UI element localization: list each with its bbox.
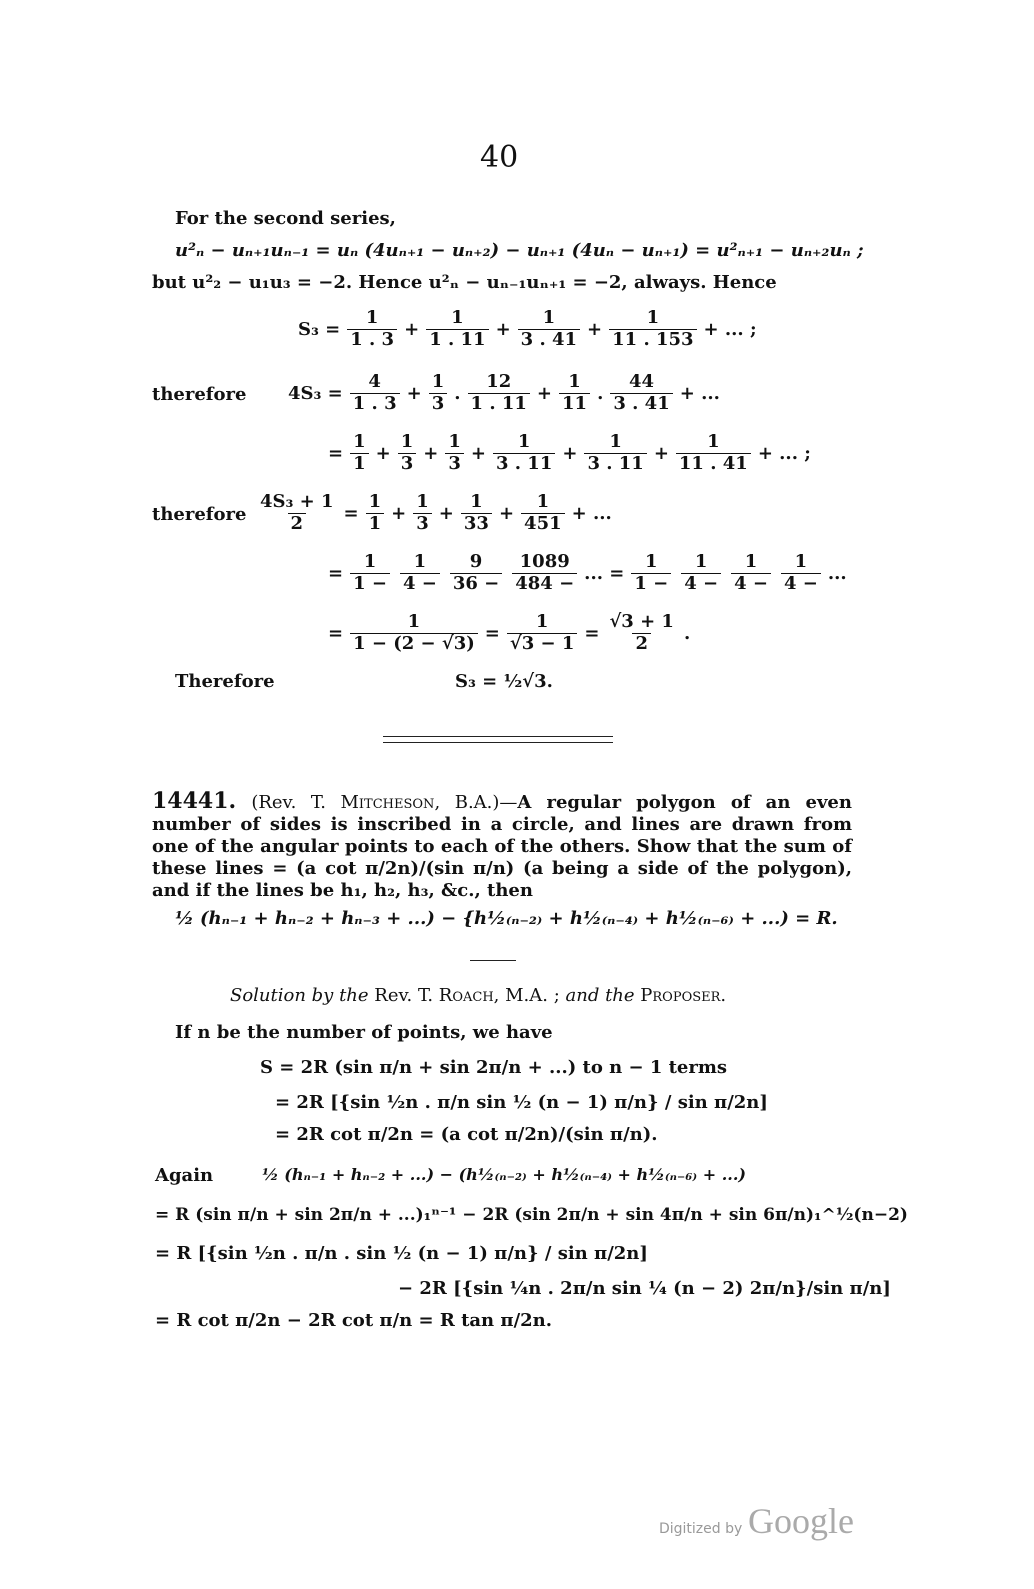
numerator: 1 [368, 491, 382, 512]
numerator: 1 [542, 307, 556, 328]
numerator: 1 [365, 307, 379, 328]
numerator: 1 [744, 551, 758, 572]
fraction [681, 552, 721, 594]
math-text: + [653, 442, 669, 464]
solution-line: = R (sin π/n + sin 2π/n + ...)₁ⁿ⁻¹ − 2R (sin 2π/n + sin 4π/n + sin 6π/n)₁^½(n−2) [155, 1205, 908, 1225]
watermark-prefix: Digitized by [658, 1521, 743, 1537]
fraction [521, 492, 565, 534]
denominator: 484 − [512, 573, 577, 595]
fraction [445, 432, 464, 474]
denominator: 1 . 11 [426, 329, 488, 351]
fraction [429, 372, 448, 414]
numerator: 1 [694, 551, 708, 572]
math-text: . [454, 382, 461, 404]
heading-part: Rev. T. [368, 985, 439, 1006]
math-text: + ... ; [703, 318, 757, 340]
numerator: 1 [431, 371, 445, 392]
therefore-label: therefore [152, 384, 247, 405]
fraction [461, 492, 492, 534]
fraction [781, 552, 821, 594]
numerator: √3 + 1 [609, 611, 674, 632]
denominator: 4 − [731, 573, 771, 595]
math-text: + [470, 442, 486, 464]
math-text: 4S₃ = [288, 382, 343, 404]
fraction [398, 432, 417, 474]
equation-result [328, 612, 690, 654]
numerator: 4 [368, 371, 381, 392]
fraction [507, 612, 578, 654]
numerator: 1 [448, 431, 461, 452]
numerator: 1 [609, 431, 622, 452]
fraction [731, 552, 771, 594]
math-text: ... [827, 562, 847, 584]
heading-part: , M.A. ; [493, 985, 566, 1006]
author-suffix: , B.A.)— [434, 792, 518, 813]
heading-part: Proposer. [634, 985, 727, 1006]
numerator: 1 [413, 551, 427, 572]
divider [383, 736, 613, 737]
fraction [350, 612, 478, 654]
numerator: 1 [568, 371, 581, 392]
numerator: 1 [470, 491, 483, 512]
author-prefix: (Rev. T. [251, 792, 341, 813]
fraction [400, 552, 440, 594]
denominator: 11 [559, 393, 590, 415]
fraction [350, 552, 390, 594]
fraction [413, 492, 432, 534]
solution-heading [230, 985, 726, 1006]
again-expression: ½ (hₙ₋₁ + hₙ₋₂ + ...) − (h½₍ₙ₋₂₎ + h½₍ₙ₋₄₎ + h½₍ₙ₋₆₎ + ...) [262, 1165, 746, 1184]
math-text: + ... ; [757, 442, 811, 464]
therefore-label: therefore [152, 504, 247, 525]
math-text: + [562, 442, 578, 464]
math-text: + [375, 442, 391, 464]
denominator: 2 [288, 513, 307, 535]
numerator: 1 [407, 611, 421, 632]
fraction [610, 372, 672, 414]
fraction [676, 432, 751, 474]
fraction [584, 432, 646, 474]
numerator: 1 [416, 491, 429, 512]
question-body: A regular polygon of an even number of sides is inscribed in a circle, and lines are drawn from one of the angular points to each of the others. Show that the sum of these lines = (a cot π/2n)/(sin π/n) (a being a side of the polygon), and if the lines be h₁, h₂, h₃, &c., then [152, 792, 852, 901]
solution-line: = R cot π/2n − 2R cot π/n = R tan π/2n. [155, 1310, 553, 1331]
denominator: 1 . 3 [347, 329, 397, 351]
question-text [152, 790, 852, 902]
math-text: = [343, 502, 359, 524]
math-text: + [438, 502, 454, 524]
numerator: 1 [451, 307, 464, 328]
fraction [350, 372, 400, 414]
denominator: 3 [429, 393, 448, 415]
denominator: 3 [398, 453, 417, 475]
denominator: 4 − [681, 573, 721, 595]
denominator: 1 − [631, 573, 671, 595]
solution-line: = R [{sin ½n . π/n . sin ½ (n − 1) π/n} / sin π/2n] [155, 1243, 648, 1264]
denominator: 3 . 11 [584, 453, 646, 475]
denominator: 1 . 11 [468, 393, 530, 415]
equation-continued [328, 432, 811, 474]
math-text: + [495, 318, 511, 340]
equation-4s3-plus-1 [254, 492, 612, 534]
denominator: √3 − 1 [507, 633, 578, 655]
numerator: 1 [400, 431, 414, 452]
denominator: 1 [366, 513, 385, 535]
math-text: + ... [571, 502, 612, 524]
denominator: 451 [521, 513, 565, 535]
numerator: 12 [486, 371, 512, 392]
math-text: = [328, 442, 344, 464]
numerator: 1 [517, 431, 531, 452]
fraction [366, 492, 385, 534]
math-text: + ... [679, 382, 720, 404]
math-text: + [423, 442, 439, 464]
fraction [631, 552, 671, 594]
google-watermark [659, 1500, 854, 1542]
solution-line: − 2R [{sin ¼n . 2π/n sin ¼ (n − 2) 2π/n}/sin π/n] [398, 1278, 891, 1299]
fraction [257, 492, 337, 534]
numerator: 1089 [519, 551, 570, 572]
math-text: = [584, 622, 600, 644]
numerator: 1 [794, 551, 808, 572]
heading-part: Solution by the [230, 985, 369, 1006]
math-text: + [587, 318, 603, 340]
intro-text: For the second series, [175, 208, 396, 229]
fraction [559, 372, 590, 414]
denominator: 11 . 153 [609, 329, 696, 351]
numerator: 1 [353, 431, 366, 452]
question-formula: ½ (hₙ₋₁ + hₙ₋₂ + hₙ₋₃ + ...) − {h½₍ₙ₋₂₎ + h½₍ₙ₋₄₎ + h½₍ₙ₋₆₎ + ...) = R. [175, 908, 838, 929]
math-text: = [328, 562, 344, 584]
denominator: 1 − (2 − √3) [350, 633, 478, 655]
solution-line: = 2R cot π/2n = (a cot π/2n)/(sin π/n). [275, 1124, 658, 1145]
google-logo: Google [748, 1501, 854, 1541]
fraction [493, 432, 555, 474]
solution-line: = 2R [{sin ½n . π/n sin ½ (n − 1) π/n} / sin π/2n] [275, 1092, 768, 1113]
numerator: 1 [536, 491, 550, 512]
math-text: S₃ = [298, 318, 341, 340]
question-number: 14441. [152, 788, 237, 814]
numerator: 1 [645, 551, 658, 572]
numerator: 1 [646, 307, 660, 328]
denominator: 3 . 41 [518, 329, 580, 351]
page-number: 40 [480, 140, 519, 175]
denominator: 1 − [350, 573, 390, 595]
denominator: 11 . 41 [676, 453, 751, 475]
equation-s3 [298, 308, 757, 350]
denominator: 36 − [450, 573, 502, 595]
short-divider [470, 960, 516, 961]
fraction [468, 372, 530, 414]
denominator: 1 [350, 453, 369, 475]
heading-part: and the [565, 985, 635, 1006]
conclusion-equation: S₃ = ½√3. [455, 671, 553, 692]
math-text: + [536, 382, 552, 404]
equation-4s3 [288, 372, 720, 414]
math-text: + [391, 502, 407, 524]
again-label: Again [155, 1165, 214, 1186]
denominator: 1 . 3 [350, 393, 400, 415]
solution-intro: If n be the number of points, we have [175, 1022, 553, 1043]
denominator: 3 [445, 453, 464, 475]
heading-part: Roach [438, 985, 494, 1006]
numerator: 4S₃ + 1 [260, 491, 334, 512]
numerator: 9 [469, 551, 483, 572]
divider [383, 742, 613, 743]
fraction [606, 612, 677, 654]
math-text: = [328, 622, 344, 644]
fraction [518, 308, 580, 350]
fraction [450, 552, 502, 594]
therefore-label: Therefore [175, 671, 275, 692]
numerator: 1 [707, 431, 720, 452]
denominator: 4 − [781, 573, 821, 595]
denominator: 3 [413, 513, 432, 535]
fraction [350, 432, 369, 474]
fraction [347, 308, 397, 350]
fraction [609, 308, 696, 350]
equation-line: u²ₙ − uₙ₊₁uₙ₋₁ = uₙ (4uₙ₊₁ − uₙ₊₂) − uₙ₊₁ (4uₙ − uₙ₊₁) = u²ₙ₊₁ − uₙ₊₂uₙ ; [175, 240, 864, 261]
equation-line: but u²₂ − u₁u₃ = −2. Hence u²ₙ − uₙ₋₁uₙ₊₁ = −2, always. Hence [152, 272, 777, 293]
equation-continued-fraction [328, 552, 847, 594]
math-text: + [498, 502, 515, 524]
math-text: . [683, 622, 691, 644]
math-text: = [484, 622, 500, 644]
fraction [512, 552, 577, 594]
solution-line: S = 2R (sin π/n + sin 2π/n + ...) to n − 1 terms [260, 1057, 728, 1078]
numerator: 44 [629, 371, 655, 392]
denominator: 3 . 41 [610, 393, 672, 415]
numerator: 1 [363, 551, 377, 572]
denominator: 2 [632, 633, 651, 655]
fraction [426, 308, 488, 350]
denominator: 3 . 11 [493, 453, 555, 475]
math-text: ... = [584, 562, 625, 584]
numerator: 1 [535, 611, 549, 632]
author-name: Mitcheson [340, 792, 435, 813]
math-text: . [597, 382, 604, 404]
denominator: 4 − [400, 573, 440, 595]
denominator: 33 [461, 513, 492, 535]
math-text: + [404, 318, 420, 340]
math-text: + [406, 382, 422, 404]
